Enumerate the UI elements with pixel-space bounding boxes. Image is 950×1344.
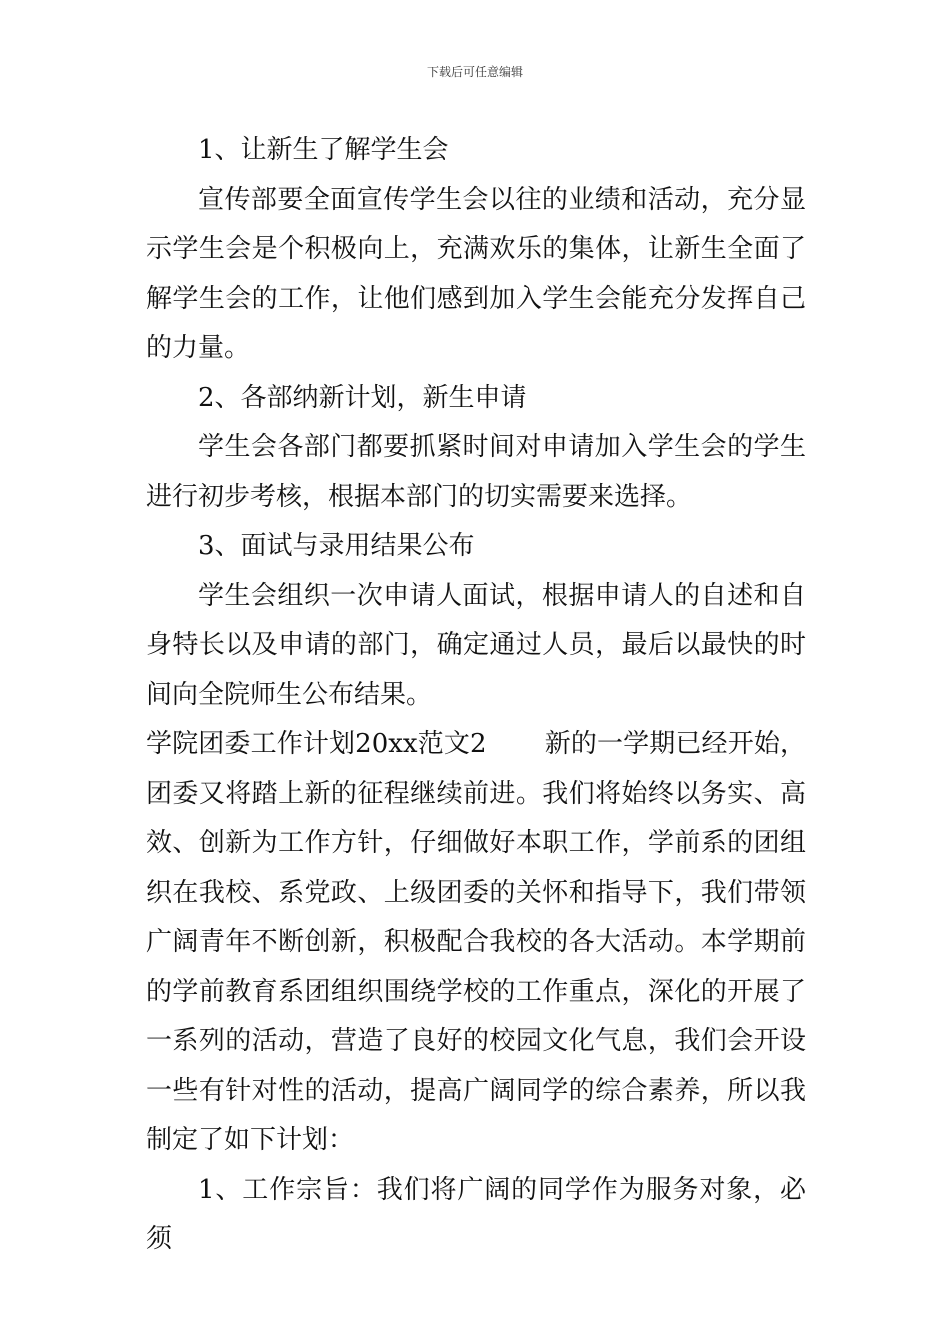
paragraph-interview: 学生会组织一次申请人面试，根据申请人的自述和自身特长以及申请的部门，确定通过人员，最后以最快的时间向全院师生公布结果。	[146, 580, 806, 710]
plan-title: 学院团委工作计划20xx范文2	[146, 729, 487, 759]
page-header: 下载后可任意编辑	[426, 65, 523, 79]
paragraph-publicity: 宣传部要全面宣传学生会以往的业绩和活动，充分显示学生会是个积极向上，充满欢乐的集体，让新生全面了解学生会的工作，让他们感到加入学生会能充分发挥自己的力量。	[146, 184, 806, 363]
work-purpose-heading: 1、工作宗旨：我们将广阔的同学作为服务对象，必须	[146, 1174, 806, 1254]
paragraph-assessment: 学生会各部门都要抓紧时间对申请加入学生会的学生进行初步考核，根据本部门的切实需要来选择。	[146, 432, 806, 512]
section-heading-2: 2、各部纳新计划，新生申请	[198, 382, 527, 413]
document-body	[146, 126, 806, 1265]
plan-paragraph	[146, 720, 806, 1166]
section-heading-3: 3、面试与录用结果公布	[198, 531, 475, 561]
plan-body: 新的一学期已经开始，团委又将踏上新的征程继续前进。我们将始终以务实、高效、创新为工作方针，仔细做好本职工作，学前系的团组织在我校、系党政、上级团委的关怀和指导下，我们带领广阔青年不断创新，积极配合我校的各大活动。本学期前的学前教育系团组织围绕学校的工作重点，深化的开展了一系列的活动，营造了良好的校园文化气息，我们会开设一些有针对性的活动，提高广阔同学的综合素养，所以我制定了如下计划：	[146, 729, 806, 1155]
section-heading-1: 1、让新生了解学生会	[198, 135, 449, 165]
